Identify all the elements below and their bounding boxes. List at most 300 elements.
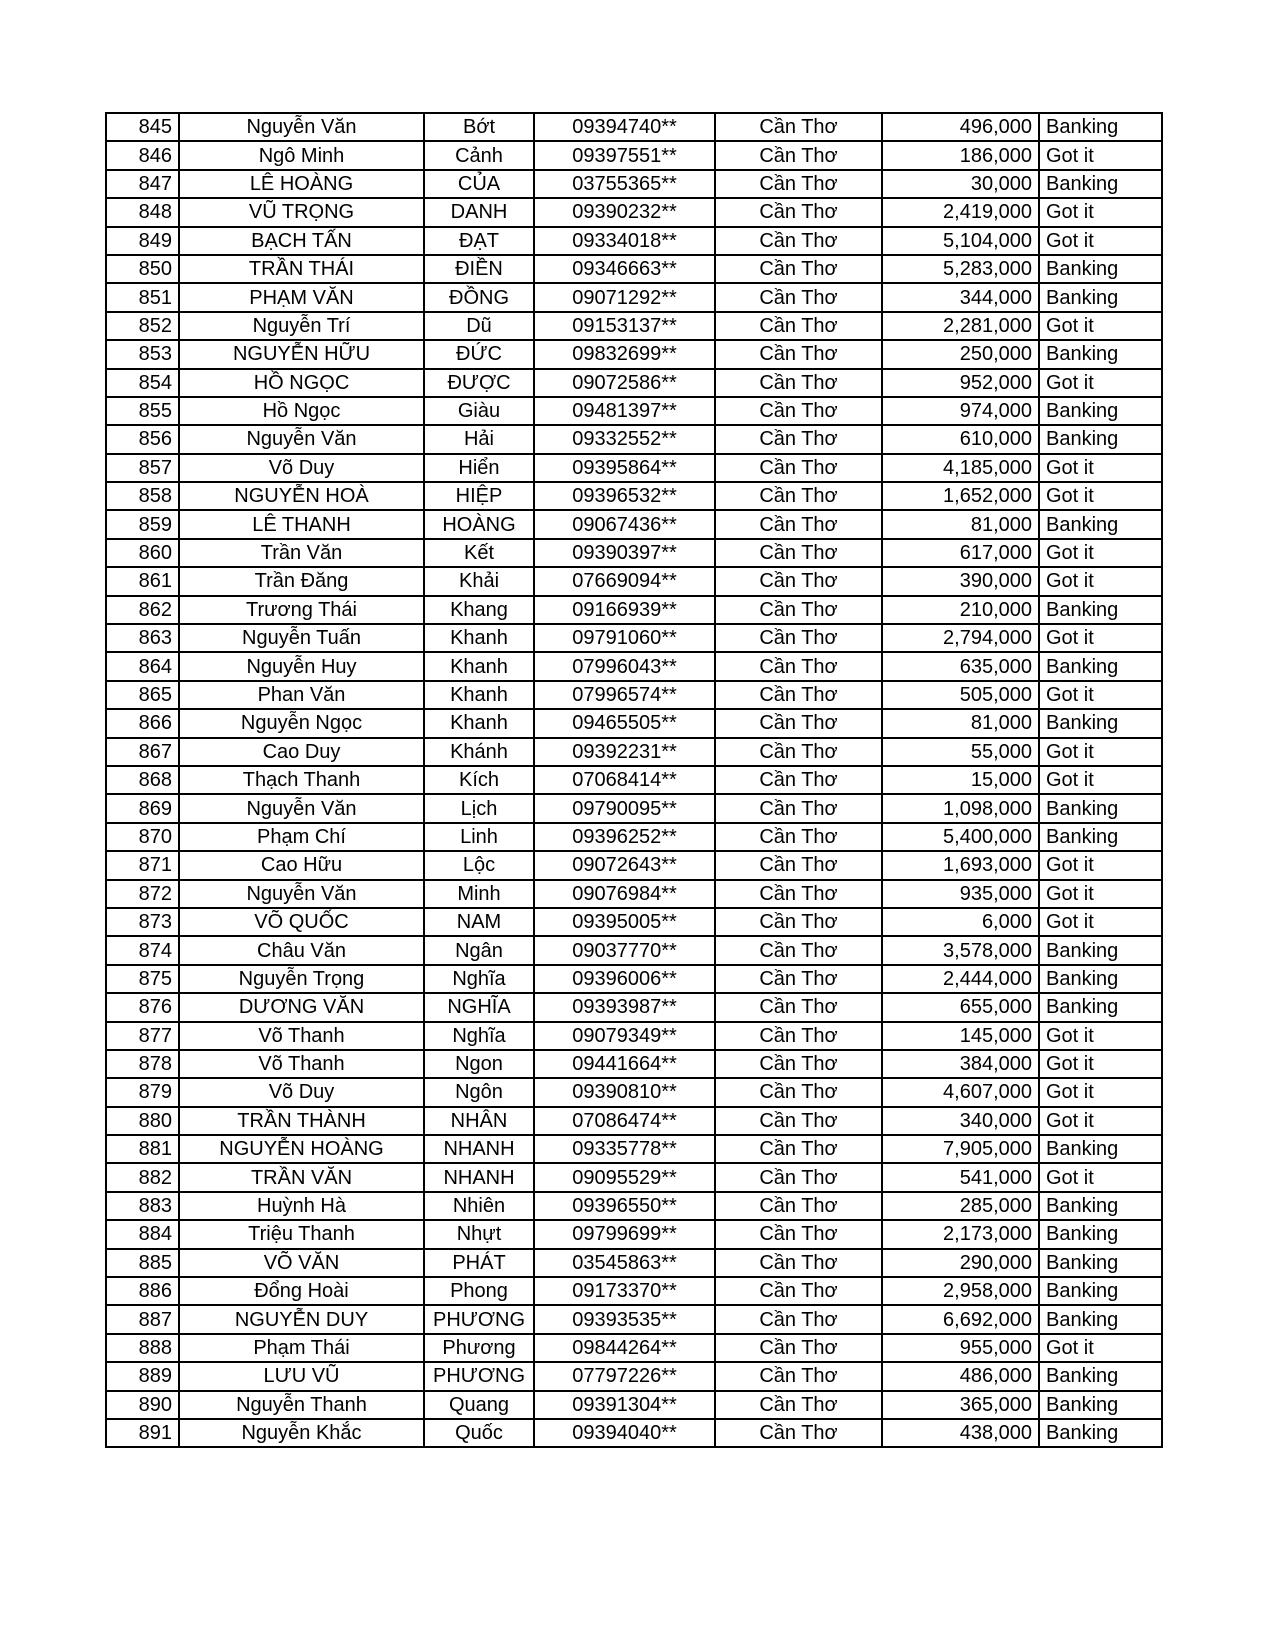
last-name-cell: NGUYỄN DUY <box>179 1305 424 1333</box>
last-name-cell: Nguyễn Trọng <box>179 965 424 993</box>
table-row <box>106 993 1162 1021</box>
first-name-cell: Phương <box>424 1334 534 1362</box>
row-number-cell: 870 <box>106 823 179 851</box>
phone-cell: 09390810** <box>534 1078 715 1106</box>
first-name-cell: ĐẠT <box>424 227 534 255</box>
province-cell: Cần Thơ <box>715 227 882 255</box>
row-number-cell: 851 <box>106 283 179 311</box>
table-row <box>106 965 1162 993</box>
first-name-cell: Ngon <box>424 1050 534 1078</box>
last-name-cell: Nguyễn Ngọc <box>179 709 424 737</box>
province-cell: Cần Thơ <box>715 170 882 198</box>
table-row <box>106 596 1162 624</box>
phone-cell: 09346663** <box>534 255 715 283</box>
phone-cell: 09465505** <box>534 709 715 737</box>
amount-cell: 290,000 <box>882 1249 1039 1277</box>
first-name-cell: DANH <box>424 198 534 226</box>
payment-method-cell: Got it <box>1039 1050 1162 1078</box>
province-cell: Cần Thơ <box>715 652 882 680</box>
province-cell: Cần Thơ <box>715 255 882 283</box>
row-number-cell: 861 <box>106 567 179 595</box>
last-name-cell: VÕ VĂN <box>179 1249 424 1277</box>
first-name-cell: PHƯƠNG <box>424 1305 534 1333</box>
amount-cell: 81,000 <box>882 510 1039 538</box>
payment-method-cell: Banking <box>1039 397 1162 425</box>
first-name-cell: HOÀNG <box>424 510 534 538</box>
first-name-cell: Khải <box>424 567 534 595</box>
payment-method-cell: Got it <box>1039 681 1162 709</box>
table-row <box>106 1163 1162 1191</box>
row-number-cell: 864 <box>106 652 179 680</box>
payment-method-cell: Banking <box>1039 1362 1162 1390</box>
phone-cell: 09072643** <box>534 851 715 879</box>
payment-method-cell: Got it <box>1039 1334 1162 1362</box>
last-name-cell: LÊ THANH <box>179 510 424 538</box>
amount-cell: 285,000 <box>882 1192 1039 1220</box>
first-name-cell: Khang <box>424 596 534 624</box>
payment-method-cell: Banking <box>1039 425 1162 453</box>
amount-cell: 186,000 <box>882 141 1039 169</box>
payment-method-cell: Banking <box>1039 1419 1162 1447</box>
province-cell: Cần Thơ <box>715 539 882 567</box>
phone-cell: 09071292** <box>534 283 715 311</box>
amount-cell: 6,000 <box>882 908 1039 936</box>
table-row <box>106 113 1162 141</box>
row-number-cell: 891 <box>106 1419 179 1447</box>
phone-cell: 03755365** <box>534 170 715 198</box>
last-name-cell: Võ Thanh <box>179 1022 424 1050</box>
amount-cell: 1,652,000 <box>882 482 1039 510</box>
phone-cell: 09072586** <box>534 369 715 397</box>
row-number-cell: 886 <box>106 1277 179 1305</box>
row-number-cell: 878 <box>106 1050 179 1078</box>
province-cell: Cần Thơ <box>715 738 882 766</box>
row-number-cell: 872 <box>106 880 179 908</box>
last-name-cell: LƯU VŨ <box>179 1362 424 1390</box>
table-row <box>106 369 1162 397</box>
first-name-cell: Khanh <box>424 652 534 680</box>
row-number-cell: 862 <box>106 596 179 624</box>
province-cell: Cần Thơ <box>715 510 882 538</box>
phone-cell: 09394740** <box>534 113 715 141</box>
payment-method-cell: Banking <box>1039 794 1162 822</box>
last-name-cell: TRẦN THÀNH <box>179 1107 424 1135</box>
table-row <box>106 255 1162 283</box>
first-name-cell: NHÂN <box>424 1107 534 1135</box>
table-row <box>106 510 1162 538</box>
province-cell: Cần Thơ <box>715 1078 882 1106</box>
payment-method-cell: Got it <box>1039 851 1162 879</box>
row-number-cell: 873 <box>106 908 179 936</box>
last-name-cell: TRẦN VĂN <box>179 1163 424 1191</box>
first-name-cell: ĐỒNG <box>424 283 534 311</box>
phone-cell: 09390232** <box>534 198 715 226</box>
row-number-cell: 888 <box>106 1334 179 1362</box>
first-name-cell: Nghĩa <box>424 1022 534 1050</box>
first-name-cell: CỦA <box>424 170 534 198</box>
province-cell: Cần Thơ <box>715 880 882 908</box>
payment-method-cell: Banking <box>1039 965 1162 993</box>
first-name-cell: NHANH <box>424 1135 534 1163</box>
row-number-cell: 867 <box>106 738 179 766</box>
amount-cell: 340,000 <box>882 1107 1039 1135</box>
phone-cell: 09095529** <box>534 1163 715 1191</box>
phone-cell: 09393987** <box>534 993 715 1021</box>
table-row <box>106 1135 1162 1163</box>
province-cell: Cần Thơ <box>715 1305 882 1333</box>
table-row <box>106 794 1162 822</box>
first-name-cell: Khánh <box>424 738 534 766</box>
first-name-cell: Ngân <box>424 936 534 964</box>
phone-cell: 09334018** <box>534 227 715 255</box>
row-number-cell: 863 <box>106 624 179 652</box>
last-name-cell: NGUYỄN HOÀ <box>179 482 424 510</box>
first-name-cell: HIỆP <box>424 482 534 510</box>
first-name-cell: Giàu <box>424 397 534 425</box>
phone-cell: 09067436** <box>534 510 715 538</box>
phone-cell: 07996043** <box>534 652 715 680</box>
phone-cell: 07669094** <box>534 567 715 595</box>
row-number-cell: 875 <box>106 965 179 993</box>
first-name-cell: Nghĩa <box>424 965 534 993</box>
province-cell: Cần Thơ <box>715 823 882 851</box>
first-name-cell: Khanh <box>424 624 534 652</box>
province-cell: Cần Thơ <box>715 454 882 482</box>
amount-cell: 1,098,000 <box>882 794 1039 822</box>
payment-method-cell: Got it <box>1039 908 1162 936</box>
last-name-cell: Trương Thái <box>179 596 424 624</box>
table-row <box>106 539 1162 567</box>
payment-method-cell: Banking <box>1039 596 1162 624</box>
phone-cell: 09335778** <box>534 1135 715 1163</box>
last-name-cell: Ngô Minh <box>179 141 424 169</box>
phone-cell: 09791060** <box>534 624 715 652</box>
amount-cell: 5,400,000 <box>882 823 1039 851</box>
province-cell: Cần Thơ <box>715 1391 882 1419</box>
row-number-cell: 850 <box>106 255 179 283</box>
province-cell: Cần Thơ <box>715 312 882 340</box>
table-row <box>106 766 1162 794</box>
phone-cell: 09844264** <box>534 1334 715 1362</box>
amount-cell: 145,000 <box>882 1022 1039 1050</box>
last-name-cell: VÕ QUỐC <box>179 908 424 936</box>
last-name-cell: Nguyễn Tuấn <box>179 624 424 652</box>
table-row <box>106 880 1162 908</box>
first-name-cell: Khanh <box>424 709 534 737</box>
payment-method-cell: Got it <box>1039 1163 1162 1191</box>
phone-cell: 09037770** <box>534 936 715 964</box>
payment-method-cell: Banking <box>1039 1277 1162 1305</box>
payment-method-cell: Banking <box>1039 255 1162 283</box>
first-name-cell: Minh <box>424 880 534 908</box>
province-cell: Cần Thơ <box>715 397 882 425</box>
amount-cell: 974,000 <box>882 397 1039 425</box>
phone-cell: 09396532** <box>534 482 715 510</box>
payment-method-cell: Banking <box>1039 936 1162 964</box>
last-name-cell: Hồ Ngọc <box>179 397 424 425</box>
row-number-cell: 889 <box>106 1362 179 1390</box>
first-name-cell: Cảnh <box>424 141 534 169</box>
table-row <box>106 1192 1162 1220</box>
amount-cell: 2,281,000 <box>882 312 1039 340</box>
first-name-cell: Phong <box>424 1277 534 1305</box>
amount-cell: 505,000 <box>882 681 1039 709</box>
table-row <box>106 454 1162 482</box>
province-cell: Cần Thơ <box>715 198 882 226</box>
first-name-cell: PHÁT <box>424 1249 534 1277</box>
province-cell: Cần Thơ <box>715 425 882 453</box>
last-name-cell: Cao Hữu <box>179 851 424 879</box>
province-cell: Cần Thơ <box>715 766 882 794</box>
row-number-cell: 869 <box>106 794 179 822</box>
province-cell: Cần Thơ <box>715 1192 882 1220</box>
row-number-cell: 881 <box>106 1135 179 1163</box>
amount-cell: 2,958,000 <box>882 1277 1039 1305</box>
table-row <box>106 936 1162 964</box>
first-name-cell: Kích <box>424 766 534 794</box>
table-row <box>106 170 1162 198</box>
table-row <box>106 709 1162 737</box>
payment-method-cell: Got it <box>1039 1022 1162 1050</box>
row-number-cell: 858 <box>106 482 179 510</box>
province-cell: Cần Thơ <box>715 1334 882 1362</box>
province-cell: Cần Thơ <box>715 681 882 709</box>
first-name-cell: Quốc <box>424 1419 534 1447</box>
first-name-cell: PHƯƠNG <box>424 1362 534 1390</box>
phone-cell: 07086474** <box>534 1107 715 1135</box>
amount-cell: 15,000 <box>882 766 1039 794</box>
payment-method-cell: Got it <box>1039 312 1162 340</box>
row-number-cell: 848 <box>106 198 179 226</box>
row-number-cell: 855 <box>106 397 179 425</box>
phone-cell: 09396252** <box>534 823 715 851</box>
last-name-cell: BẠCH TẤN <box>179 227 424 255</box>
table-row <box>106 1107 1162 1135</box>
payment-method-cell: Got it <box>1039 1078 1162 1106</box>
amount-cell: 952,000 <box>882 369 1039 397</box>
row-number-cell: 882 <box>106 1163 179 1191</box>
phone-cell: 09392231** <box>534 738 715 766</box>
first-name-cell: Lộc <box>424 851 534 879</box>
last-name-cell: Huỳnh Hà <box>179 1192 424 1220</box>
amount-cell: 5,104,000 <box>882 227 1039 255</box>
payment-method-cell: Banking <box>1039 283 1162 311</box>
province-cell: Cần Thơ <box>715 851 882 879</box>
row-number-cell: 880 <box>106 1107 179 1135</box>
row-number-cell: 854 <box>106 369 179 397</box>
payment-method-cell: Banking <box>1039 1391 1162 1419</box>
table-row <box>106 624 1162 652</box>
amount-cell: 955,000 <box>882 1334 1039 1362</box>
row-number-cell: 853 <box>106 340 179 368</box>
table-row <box>106 1305 1162 1333</box>
phone-cell: 09394040** <box>534 1419 715 1447</box>
table-row <box>106 397 1162 425</box>
table-row <box>106 227 1162 255</box>
last-name-cell: Thạch Thanh <box>179 766 424 794</box>
table-row <box>106 425 1162 453</box>
amount-cell: 438,000 <box>882 1419 1039 1447</box>
amount-cell: 390,000 <box>882 567 1039 595</box>
last-name-cell: Nguyễn Thanh <box>179 1391 424 1419</box>
payment-method-cell: Banking <box>1039 1305 1162 1333</box>
payment-method-cell: Got it <box>1039 766 1162 794</box>
first-name-cell: ĐƯỢC <box>424 369 534 397</box>
amount-cell: 617,000 <box>882 539 1039 567</box>
phone-cell: 09396550** <box>534 1192 715 1220</box>
row-number-cell: 877 <box>106 1022 179 1050</box>
last-name-cell: Châu Văn <box>179 936 424 964</box>
phone-cell: 09173370** <box>534 1277 715 1305</box>
row-number-cell: 885 <box>106 1249 179 1277</box>
phone-cell: 09166939** <box>534 596 715 624</box>
last-name-cell: LÊ HOÀNG <box>179 170 424 198</box>
last-name-cell: Nguyễn Huy <box>179 652 424 680</box>
last-name-cell: Phạm Chí <box>179 823 424 851</box>
first-name-cell: Dũ <box>424 312 534 340</box>
phone-cell: 09481397** <box>534 397 715 425</box>
table-row <box>106 141 1162 169</box>
province-cell: Cần Thơ <box>715 1277 882 1305</box>
payment-method-cell: Banking <box>1039 170 1162 198</box>
province-cell: Cần Thơ <box>715 1050 882 1078</box>
table-row <box>106 1078 1162 1106</box>
amount-cell: 541,000 <box>882 1163 1039 1191</box>
amount-cell: 1,693,000 <box>882 851 1039 879</box>
table-body <box>106 113 1162 1447</box>
row-number-cell: 846 <box>106 141 179 169</box>
row-number-cell: 847 <box>106 170 179 198</box>
payment-method-cell: Got it <box>1039 738 1162 766</box>
province-cell: Cần Thơ <box>715 965 882 993</box>
last-name-cell: VŨ TRỌNG <box>179 198 424 226</box>
payment-method-cell: Got it <box>1039 539 1162 567</box>
phone-cell: 09441664** <box>534 1050 715 1078</box>
last-name-cell: Trần Văn <box>179 539 424 567</box>
table-row <box>106 1334 1162 1362</box>
first-name-cell: ĐIỀN <box>424 255 534 283</box>
province-cell: Cần Thơ <box>715 1135 882 1163</box>
table-row <box>106 198 1162 226</box>
province-cell: Cần Thơ <box>715 794 882 822</box>
province-cell: Cần Thơ <box>715 908 882 936</box>
payment-method-cell: Banking <box>1039 993 1162 1021</box>
table-row <box>106 1419 1162 1447</box>
payment-method-cell: Got it <box>1039 624 1162 652</box>
amount-cell: 344,000 <box>882 283 1039 311</box>
row-number-cell: 871 <box>106 851 179 879</box>
phone-cell: 09332552** <box>534 425 715 453</box>
last-name-cell: Nguyễn Khắc <box>179 1419 424 1447</box>
last-name-cell: Võ Thanh <box>179 1050 424 1078</box>
amount-cell: 384,000 <box>882 1050 1039 1078</box>
payment-method-cell: Banking <box>1039 1192 1162 1220</box>
row-number-cell: 857 <box>106 454 179 482</box>
payment-method-cell: Got it <box>1039 227 1162 255</box>
phone-cell: 09397551** <box>534 141 715 169</box>
province-cell: Cần Thơ <box>715 369 882 397</box>
table-row <box>106 312 1162 340</box>
first-name-cell: Hiển <box>424 454 534 482</box>
payment-method-cell: Banking <box>1039 1249 1162 1277</box>
payment-method-cell: Banking <box>1039 510 1162 538</box>
last-name-cell: PHẠM VĂN <box>179 283 424 311</box>
phone-cell: 09395864** <box>534 454 715 482</box>
row-number-cell: 887 <box>106 1305 179 1333</box>
first-name-cell: Khanh <box>424 681 534 709</box>
province-cell: Cần Thơ <box>715 567 882 595</box>
amount-cell: 3,578,000 <box>882 936 1039 964</box>
row-number-cell: 866 <box>106 709 179 737</box>
amount-cell: 6,692,000 <box>882 1305 1039 1333</box>
first-name-cell: Kết <box>424 539 534 567</box>
province-cell: Cần Thơ <box>715 709 882 737</box>
last-name-cell: Võ Duy <box>179 454 424 482</box>
row-number-cell: 859 <box>106 510 179 538</box>
amount-cell: 2,794,000 <box>882 624 1039 652</box>
amount-cell: 4,185,000 <box>882 454 1039 482</box>
amount-cell: 81,000 <box>882 709 1039 737</box>
province-cell: Cần Thơ <box>715 1362 882 1390</box>
province-cell: Cần Thơ <box>715 1419 882 1447</box>
winners-table <box>105 112 1163 1448</box>
last-name-cell: Cao Duy <box>179 738 424 766</box>
table-row <box>106 908 1162 936</box>
first-name-cell: NAM <box>424 908 534 936</box>
amount-cell: 655,000 <box>882 993 1039 1021</box>
table-row <box>106 1220 1162 1248</box>
payment-method-cell: Got it <box>1039 482 1162 510</box>
phone-cell: 09832699** <box>534 340 715 368</box>
phone-cell: 07797226** <box>534 1362 715 1390</box>
row-number-cell: 883 <box>106 1192 179 1220</box>
phone-cell: 07996574** <box>534 681 715 709</box>
province-cell: Cần Thơ <box>715 1249 882 1277</box>
phone-cell: 09391304** <box>534 1391 715 1419</box>
amount-cell: 935,000 <box>882 880 1039 908</box>
last-name-cell: Đổng Hoài <box>179 1277 424 1305</box>
row-number-cell: 868 <box>106 766 179 794</box>
amount-cell: 365,000 <box>882 1391 1039 1419</box>
table-row <box>106 1249 1162 1277</box>
first-name-cell: Lịch <box>424 794 534 822</box>
table-row <box>106 1277 1162 1305</box>
table-row <box>106 283 1162 311</box>
amount-cell: 635,000 <box>882 652 1039 680</box>
amount-cell: 610,000 <box>882 425 1039 453</box>
first-name-cell: Nhiên <box>424 1192 534 1220</box>
last-name-cell: Nguyễn Văn <box>179 113 424 141</box>
last-name-cell: Phan Văn <box>179 681 424 709</box>
row-number-cell: 852 <box>106 312 179 340</box>
province-cell: Cần Thơ <box>715 993 882 1021</box>
phone-cell: 07068414** <box>534 766 715 794</box>
row-number-cell: 879 <box>106 1078 179 1106</box>
payment-method-cell: Got it <box>1039 880 1162 908</box>
last-name-cell: HỒ NGỌC <box>179 369 424 397</box>
phone-cell: 03545863** <box>534 1249 715 1277</box>
payment-method-cell: Banking <box>1039 823 1162 851</box>
table-row <box>106 851 1162 879</box>
first-name-cell: Nhựt <box>424 1220 534 1248</box>
province-cell: Cần Thơ <box>715 596 882 624</box>
first-name-cell: Bớt <box>424 113 534 141</box>
phone-cell: 09395005** <box>534 908 715 936</box>
province-cell: Cần Thơ <box>715 482 882 510</box>
province-cell: Cần Thơ <box>715 283 882 311</box>
phone-cell: 09153137** <box>534 312 715 340</box>
table-row <box>106 1050 1162 1078</box>
